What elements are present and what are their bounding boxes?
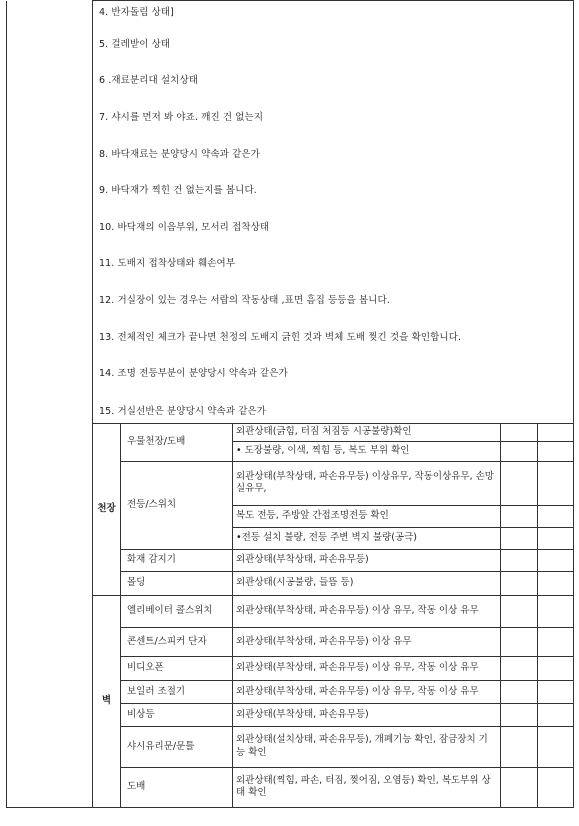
item-desc: 복도 전등, 주방앞 간접조명전등 확인 [233,505,501,527]
item-desc: 외관상태(부착상태, 파손유무등) 이상유무, 작동이상유무, 손망실유무, [233,461,501,505]
item-name: 비상등 [121,703,233,726]
note-line: 8. 바닥재료는 분양당시 약속과 같은가 [99,148,260,160]
note-line: 14. 조명 전등부분이 분양당시 약속과 같은가 [99,368,288,380]
item-name: 보일러 조절기 [121,680,233,703]
check-cell[interactable] [501,595,538,627]
item-name: 콘센트/스피커 단자 [121,627,233,656]
item-desc: 외관상태(부착상태, 파손유무등) [233,549,501,571]
left-margin-cell [7,1,93,808]
check-cell[interactable] [538,527,574,549]
check-cell[interactable] [538,595,574,627]
note-line: 11. 도배지 접착상태와 훼손여부 [99,258,236,270]
note-line: 9. 바닥재가 찍힌 건 없는지를 봅니다. [99,185,257,197]
check-cell[interactable] [538,423,574,441]
group-label-wall: 벽 [93,595,121,807]
note-line: 6 .재료분리대 설치상태 [99,75,198,87]
check-cell[interactable] [538,461,574,505]
check-cell[interactable] [501,726,538,767]
item-name: 전등/스위치 [121,461,233,549]
check-cell[interactable] [501,656,538,680]
check-cell[interactable] [538,680,574,703]
check-cell[interactable] [538,767,574,807]
item-desc: • 도장불량, 이색, 찍힘 등, 복도 부위 확인 [233,441,501,461]
item-desc: 외관상태(부착상태, 파손유무등) 이상 유무 [233,627,501,656]
note-line: 7. 샤시를 먼저 봐 야죠. 깨진 건 없는지 [99,112,264,124]
item-desc: 외관상태(긁힘, 터짐 처짐등 시공불량)확인 [233,423,501,441]
note-line: 4. 반자돌림 상태] [99,7,174,18]
check-cell[interactable] [501,767,538,807]
note-line: 12. 거실장이 있는 경우는 서랍의 작동상태 ,표면 흠집 등등을 봅니다. [99,295,390,307]
check-cell[interactable] [538,726,574,767]
item-desc: 외관상태(시공불량, 들뜸 등) [233,571,501,595]
check-cell[interactable] [501,680,538,703]
note-line: 15. 거실선반은 분양당시 약속과 같은가 [99,406,267,418]
item-name: 몰딩 [121,571,233,595]
inspection-checklist-table [6,0,574,808]
item-desc: 외관상태(부착상태, 파손유무등) 이상 유무, 작동 이상 유무 [233,595,501,627]
item-desc: 외관상태(부착상태, 파손유무등) [233,703,501,726]
check-cell[interactable] [501,549,538,571]
item-desc: 외관상태(부착상태, 파손유무등) 이상 유무, 작동 이상 유무 [233,680,501,703]
note-line: 13. 전체적인 체크가 끝나면 천정의 도배지 긁힌 것과 벽체 도배 찢긴 것을 확인합니다. [99,331,462,343]
check-cell[interactable] [501,461,538,505]
check-cell[interactable] [538,571,574,595]
check-cell[interactable] [538,549,574,571]
group-label-ceiling: 천장 [93,423,121,595]
item-name: 우물천장/도배 [121,423,233,461]
note-line: 10. 바닥재의 이음부위, 모서리 접착상태 [99,221,270,233]
note-line: 5. 걸레받이 상태 [99,38,171,50]
check-cell[interactable] [501,441,538,461]
check-cell[interactable] [501,627,538,656]
check-cell[interactable] [538,505,574,527]
item-name: 샤시유리문/문틀 [121,726,233,767]
notes-cell [93,1,574,424]
check-cell[interactable] [501,527,538,549]
item-name: 엘리베이터 콜스위치 [121,595,233,627]
item-name: 화재 감지기 [121,549,233,571]
item-name: 도배 [121,767,233,807]
check-cell[interactable] [501,423,538,441]
check-cell[interactable] [538,703,574,726]
check-cell[interactable] [501,703,538,726]
check-cell[interactable] [538,441,574,461]
item-desc: 외관상태(설치상태, 파손유무등), 개폐기능 확인, 잠금장치 기능 확인 [233,726,501,767]
item-name: 비디오폰 [121,656,233,680]
check-cell[interactable] [538,627,574,656]
item-desc: 외관상태(부착상태, 파손유무등) 이상 유무, 작동 이상 유무 [233,656,501,680]
item-desc: •전등 설치 불량, 전등 주변 벽지 불량(공극) [233,527,501,549]
check-cell[interactable] [538,656,574,680]
check-cell[interactable] [501,571,538,595]
check-cell[interactable] [501,505,538,527]
item-desc: 외관상태(찍힘, 파손, 터짐, 찢어짐, 오염등) 확인, 복도부위 상태 확인 [233,767,501,807]
